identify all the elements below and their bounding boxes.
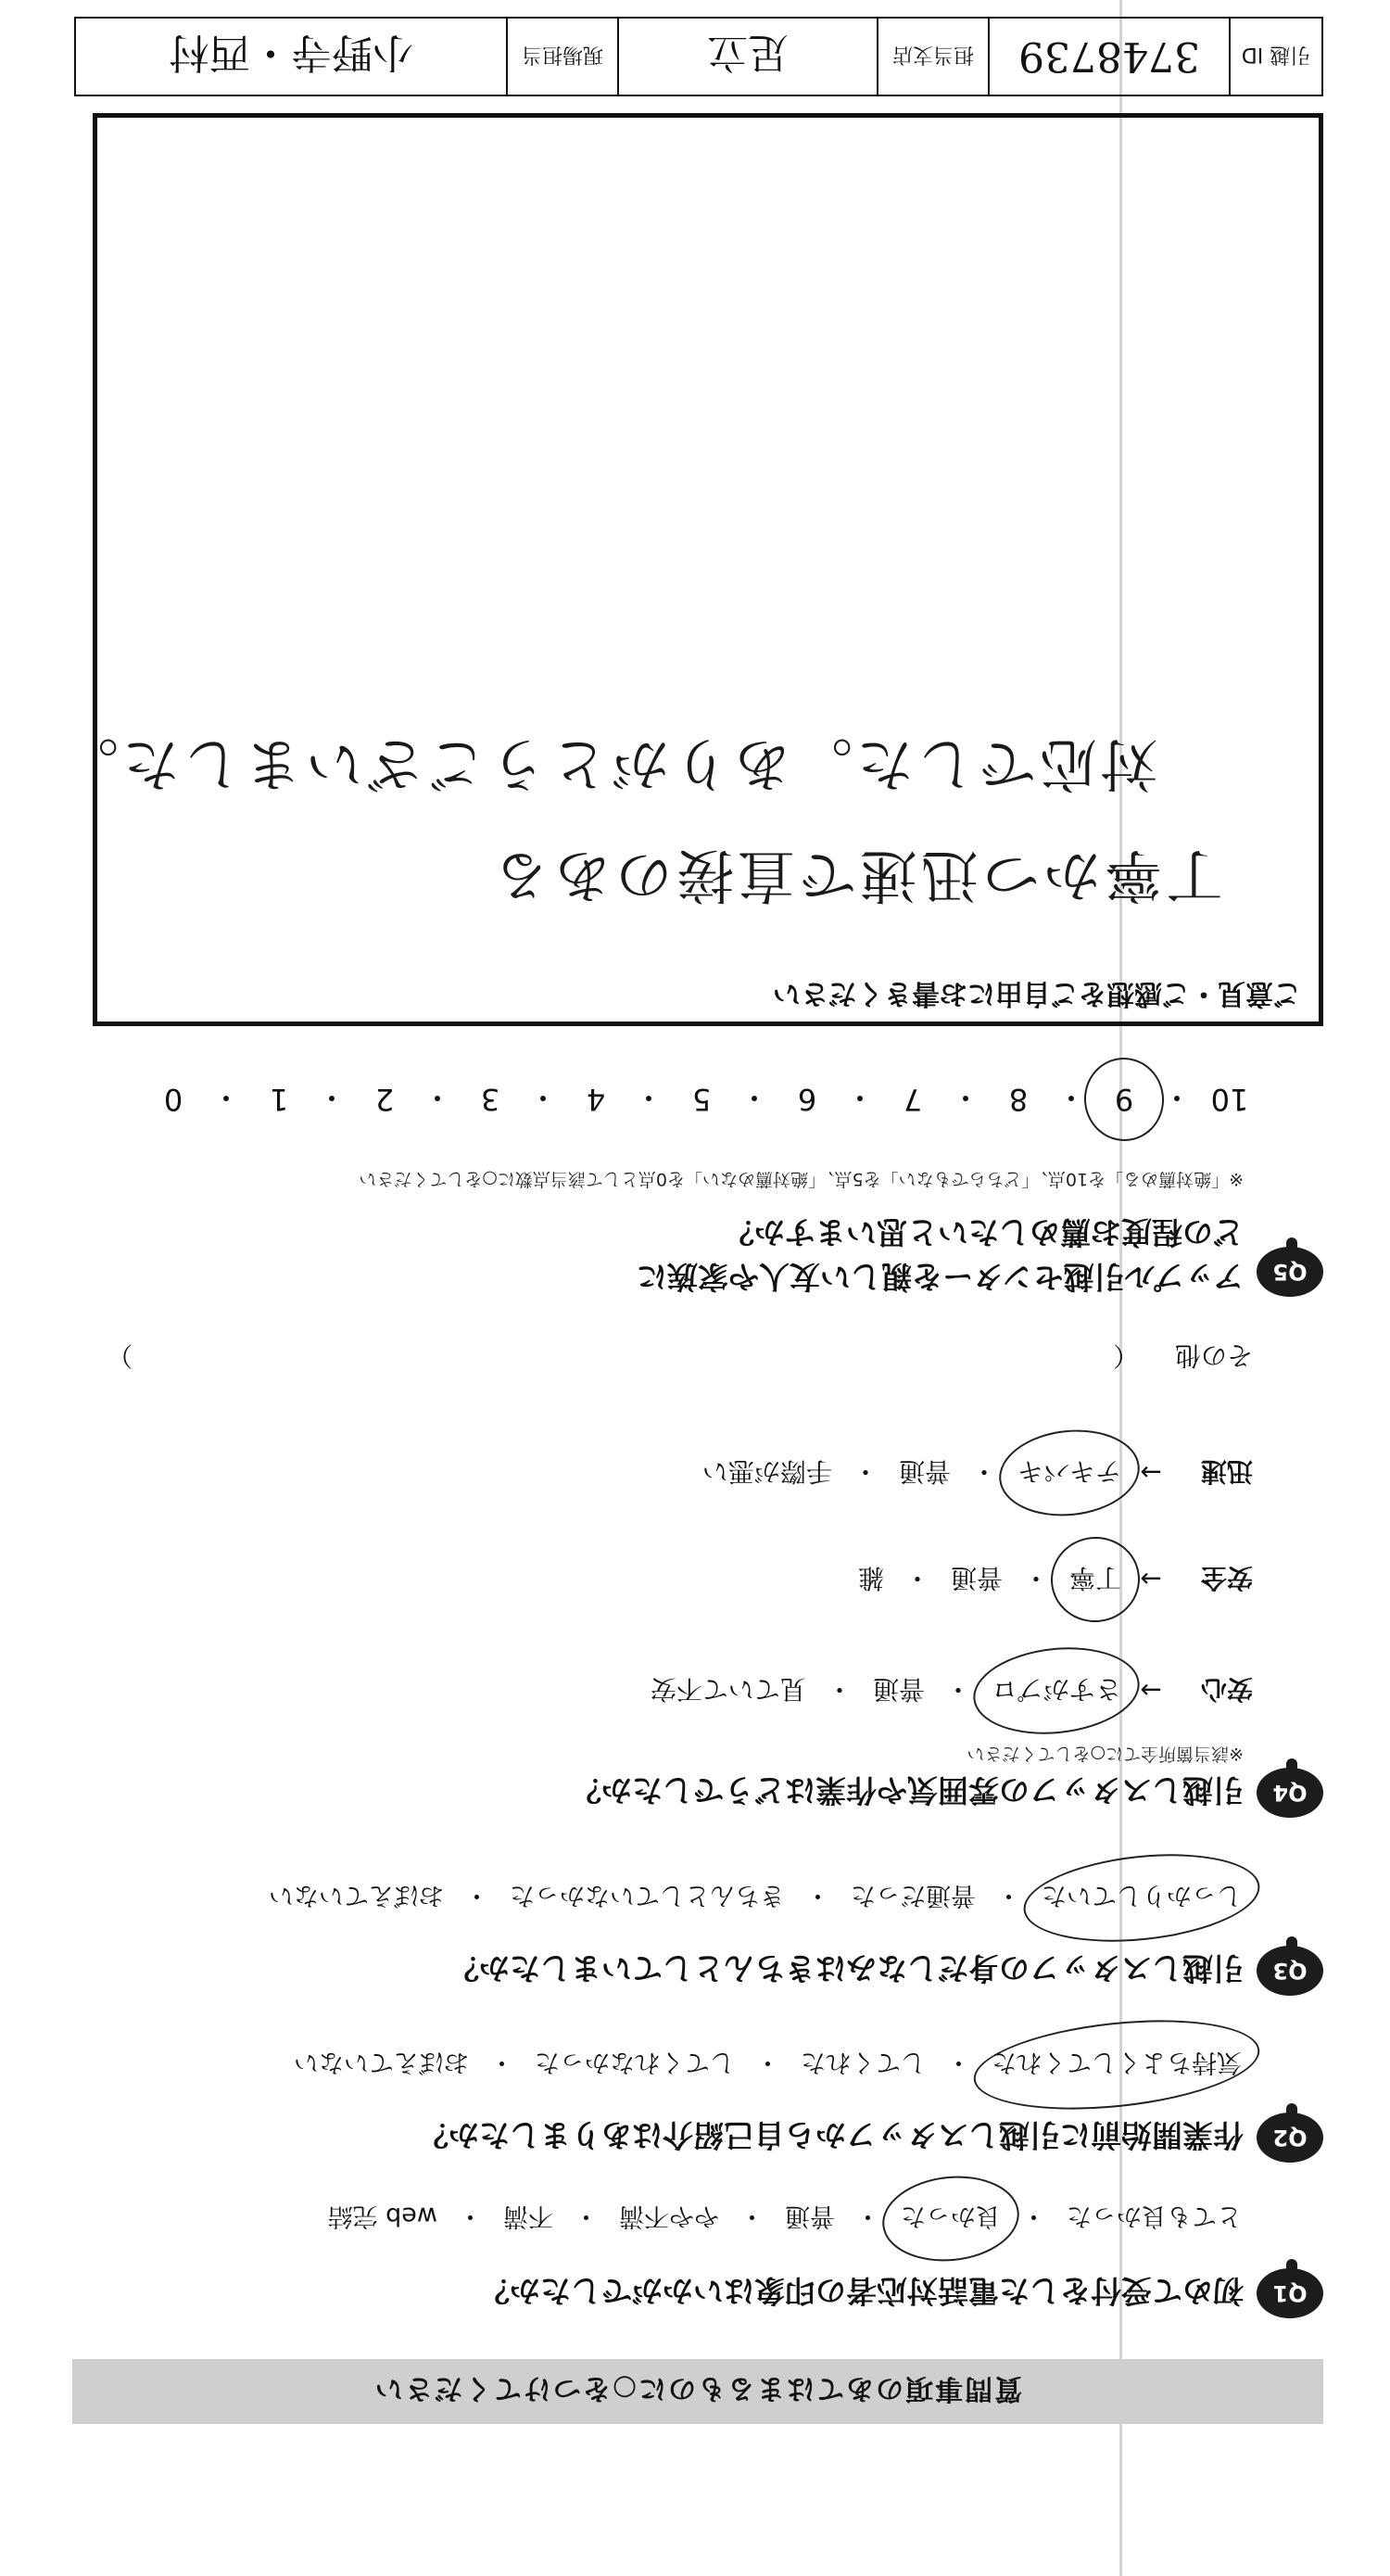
q4-row-2-option-1-selected[interactable]: 丁寧 [1068,1561,1123,1598]
info-table [74,17,1323,96]
score-10[interactable]: 10 [1210,1082,1249,1117]
q4-row-2-option-2[interactable]: 普通 [950,1563,1003,1593]
score-4[interactable]: 4 [586,1082,606,1117]
staff-value: 小野寺・西村 [169,29,413,76]
q4-row-anzen: 安全 → 丁寧 ・ 普通 ・ 雑 [856,1561,1253,1598]
branch-value: 足立 [617,19,877,95]
q3-question: 引越しスタッフの身だしなみはきちんとしていましたか？ [449,1950,1244,1986]
comment-handwritten-line-2: 対応でした。ありがとうございました。 [57,730,1158,798]
q4-row-1-option-2[interactable]: 普通 [872,1674,925,1705]
arrow-right-icon: → [1140,1457,1162,1489]
q1-option-4[interactable]: やや不満 [619,2202,719,2230]
q2-question: 作業開始前に引越しスタッフから自己紹介はありましたか？ [418,2117,1244,2153]
id-value: 3748739 [988,19,1229,95]
q4-row-3-category: 迅速 [1200,1456,1253,1487]
q4-row-2-option-3[interactable]: 雑 [857,1563,884,1593]
comment-title: ご意見・ご感想をご自由にお書きください [773,977,1301,1009]
q3-options: しっかりしていた ・ 普通だった ・ きちんとしていなかった ・ おぼえていない [267,1880,1244,1916]
q1-option-2-selected[interactable]: 良かった [899,2201,1003,2237]
q3-option-3[interactable]: きちんとしていなかった [510,1881,785,1910]
q4-other-close-paren: ） [107,1340,133,1371]
score-1[interactable]: 1 [269,1082,289,1117]
q4-row-anshin: 安心 → さすがプロ ・ 普通 ・ 見ていて不安 [649,1672,1253,1709]
q2-option-2[interactable]: してくれた [801,2048,926,2076]
arrow-right-icon: → [1140,1675,1162,1707]
q4-note: ※該当箇所全てに○をしてください [967,1744,1244,1764]
branch-label: 担当支店 [877,19,988,95]
q4-other-open-paren: （ [1113,1340,1140,1371]
q4-row-1-category: 安心 [1200,1674,1253,1705]
q1-option-6[interactable]: web 完結 [327,2202,437,2230]
q5-badge: Q5 [1257,1247,1323,1297]
q4-other-label: その他 [1174,1340,1253,1371]
q1-options: とても良かった ・ 良かった ・ 普通 ・ やや不満 ・ 不満 ・ web 完結 [326,2201,1244,2237]
section-header [72,2359,1323,2424]
comment-handwritten-line-1: 丁寧かつ迅速で直接のある [488,842,1223,909]
q4-row-2-category: 安全 [1200,1563,1253,1593]
q3-option-1-selected[interactable]: しっかりしていた [1040,1880,1244,1916]
section-header-text: 質問事項のあてはまるものに○をつけてください [373,2372,1023,2405]
q4-row-jinsoku: 迅速 → テキパキ ・ 普通 ・ 手際が悪い [701,1454,1253,1491]
arrow-right-icon: → [1140,1564,1162,1595]
q1-badge: Q1 [1257,2268,1323,2318]
q5-question-line1: アップル引越センターを親しい友人や家族に [636,1259,1244,1295]
q3-option-4[interactable]: おぼえていない [269,1881,444,1910]
score-9-selected[interactable]: 9 [1101,1082,1147,1117]
id-label: 引越 ID [1229,19,1321,95]
q5-question-line2: どの程度お薦めしたいと思いますか？ [724,1214,1244,1250]
q4-row-1-option-1-selected[interactable]: さすがプロ [990,1672,1123,1709]
q4-other-field[interactable] [107,1339,1253,1376]
score-5[interactable]: 5 [691,1082,712,1117]
q4-row-3-option-3[interactable]: 手際が悪い [701,1456,832,1487]
q4-row-3-option-2[interactable]: 普通 [898,1456,951,1487]
q4-row-3-option-1-selected[interactable]: テキパキ [1016,1454,1123,1491]
q2-options: 気持ちよくしてくれた ・ してくれた ・ してくれなかった ・ おぼえていない [292,2047,1244,2083]
q1-option-1[interactable]: とても良かった [1067,2202,1242,2230]
score-6[interactable]: 6 [797,1082,817,1117]
q5-score-scale: 10 ・ 9 ・ 8 ・ 7 ・ 6 ・ 5 ・ 4 ・ 3 ・ 2 ・ 1 ・ 0 [95,1078,1253,1121]
q2-badge: Q2 [1257,2113,1323,2163]
score-8[interactable]: 8 [1008,1082,1029,1117]
q1-question: 初めて受付をした電話対応者の印象はいかがでしたか？ [479,2273,1244,2309]
score-2[interactable]: 2 [374,1082,395,1117]
score-0[interactable]: 0 [163,1082,183,1117]
q3-option-2[interactable]: 普通だった [851,1881,976,1910]
q4-badge: Q4 [1257,1768,1323,1818]
score-3[interactable]: 3 [480,1082,500,1117]
q2-option-4[interactable]: おぼえていない [294,2048,469,2076]
q3-badge: Q3 [1257,1946,1323,1996]
staff-label: 現場担当 [506,19,617,95]
q2-option-1-selected[interactable]: 気持ちよくしてくれた [990,2047,1244,2083]
q1-option-3[interactable]: 普通 [785,2202,835,2230]
q1-option-5[interactable]: 不満 [503,2202,553,2230]
q4-question: 引越しスタッフの雰囲気や作業はどうでしたか？ [571,1772,1244,1808]
q2-option-3[interactable]: してくれなかった [535,2048,735,2076]
score-7[interactable]: 7 [903,1082,923,1117]
q4-row-1-option-3[interactable]: 見ていて不安 [650,1674,806,1705]
q5-note: ※「絶対薦める」を10点、「どちらでもない」を5点、「絶対薦めない」を0点として該当点数に○をしてください [359,1169,1244,1189]
